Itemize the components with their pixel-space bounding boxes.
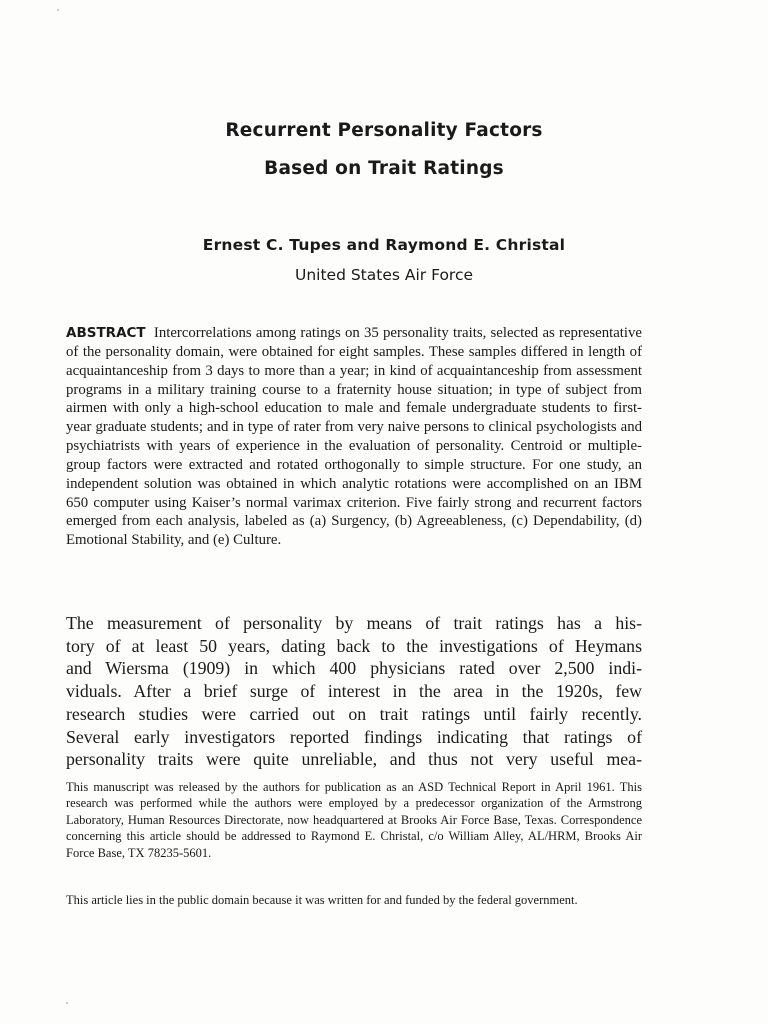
title-line-1: Recurrent Personality Factors xyxy=(225,120,543,141)
abstract xyxy=(66,324,642,550)
title-line-2: Based on Trait Ratings xyxy=(264,158,504,179)
scan-speck xyxy=(57,9,59,11)
body-line: research studies were carried out on trait ratings until fairly recently. xyxy=(66,703,642,724)
body-text xyxy=(66,612,642,771)
authors: Ernest C. Tupes and Raymond E. Christal xyxy=(202,236,566,254)
body-line: The measurement of personality by means of trait ratings has a his- xyxy=(66,613,642,633)
footnote-public-domain: This article lies in the public domain because it was written for and funded by the federal government. xyxy=(66,893,578,907)
scan-speck xyxy=(66,1002,68,1004)
body-line: tory of at least 50 years, dating back to the investigations of Heymans xyxy=(66,635,642,656)
abstract-text: Intercorrelations among ratings on 35 personality traits, selected as representative of the personality domain, were obtained for eight samples. These samples differed in length of acquaintanceship from 3 days to more than a year; in kind of acquaintanceship from assessment programs in a military training course to a fraternity house situation; in type of subject from airmen with only a high-school education to male and female undergraduate students to first-year graduate students; and in type of rater from very naive persons to clinical psychologists and psychiatrists with years of experience in the evaluation of personality. Centroid or multiple-group factors were extracted and rotated orthogonally to simple structure. For one study, an independent solution was obtained in which analytic rotations were accomplished on an IBM 650 computer using Kaiser’s normal varimax criterion. Five fairly strong and recurrent factors emerged from each analysis, labeled as (a) Surgency, (b) Agreeableness, (c) Dependability, (d) Emotional Stability, and (e) Culture. xyxy=(66,325,642,549)
abstract-label: ABSTRACT xyxy=(66,325,146,341)
body-line: viduals. After a brief surge of interest in the area in the 1920s, few xyxy=(66,681,642,702)
footnote-release: This manuscript was released by the authors for publication as an ASD Technical Report in April 1961. This research was performed while the authors were employed by a predecessor organization of the Armstrong Laboratory, Human Resources Directorate, now headquartered at Brooks Air Force Base, Texas. Correspondence concerning this article should be addressed to Raymond E. Christal, c/o William Alley, AL/HRM, Brooks Air Force Base, TX 78235-5601. xyxy=(66,780,642,860)
affiliation: United States Air Force xyxy=(294,266,474,284)
body-line: Several early investigators reported findings indicating that ratings of xyxy=(66,726,642,747)
body-line: and Wiersma (1909) in which 400 physicians rated over 2,500 indi- xyxy=(66,658,642,679)
body-line: personality traits were quite unreliable, and thus not very useful mea- xyxy=(66,749,642,770)
